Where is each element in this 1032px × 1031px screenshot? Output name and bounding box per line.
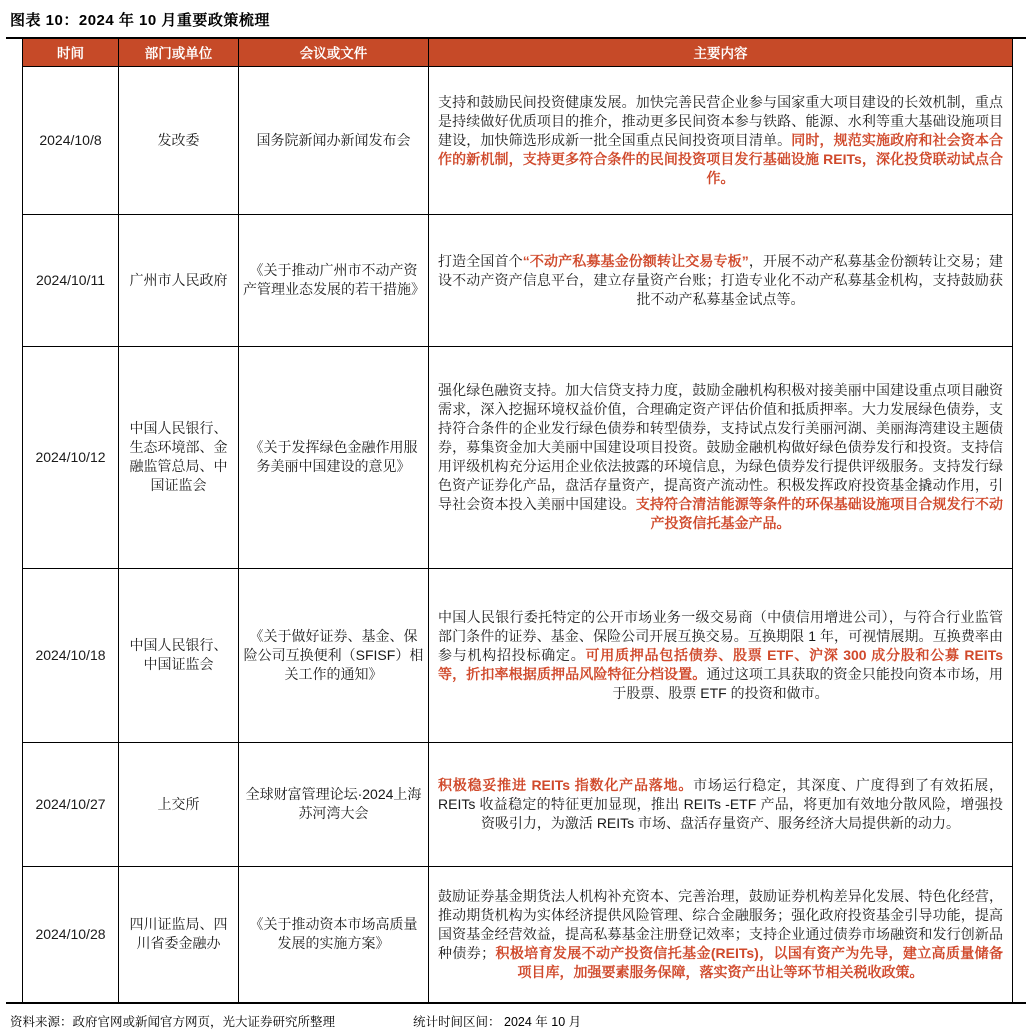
content-text: 支持和鼓励民间投资健康发展。加快完善民营企业参与国家重大项目建设的长效机制，重点是持续做好优质项目的推介，推动更多民间资本参与铁路、能源、水利等重大基础设施项目建设，加快筛选形成新一批全国重点民间投资项目清单。 [438, 93, 1003, 148]
date-cell: 2024/10/28 [23, 866, 119, 1002]
content-text: ，开展不动产私募基金份额转让交易；建设不动产资产信息平台，建立存量资产台账；打造专业化不动产私募基金机构，支持鼓励获批不动产私募基金试点等。 [438, 252, 1003, 307]
content-cell [429, 346, 1013, 568]
content-text: 强化绿色融资支持。加大信贷支持力度，鼓励金融机构积极对接美丽中国建设重点项目融资需求，深入挖掘环境权益价值，合理确定资产评估价值和抵质押率。大力发展绿色债券，支持符合条件的企业发行绿色债券和转型债券，支持试点发行美丽河湖、美丽海湾建设主题债券，募集资金加大美丽中国建设项目投资。鼓励金融机构做好绿色债券发行和投资。支持信用评级机构充分运用企业依法披露的环境信息，为绿色债券发行提供评级服务。支持发行绿色资产证券化产品，盘活存量资产，提高资产流动性。积极发挥政府投资基金撬动作用，引导社会资本投入美丽中国建设。 [438, 382, 1003, 512]
content-cell [429, 66, 1013, 214]
period-note: 统计时间区间： 2024 年 10 月 [413, 1015, 582, 1029]
content-highlight-text: 可用质押品包括债券、股票 ETF、沪深 300 成分股和公募 REITs 等，折扣率根据质押品风险特征分档设置。 [438, 646, 1007, 682]
table-row [23, 214, 1013, 346]
content-highlight-text: 支持符合清洁能源等条件的环保基础设施项目合规发行不动产投资信托基金产品。 [635, 496, 1004, 531]
content-text: 市场运行稳定，其深度、广度得到了有效拓展，REITs 收益稳定的特征更加显现，推出 REITs -ETF 产品，将更加有效地分散风险，增强投资吸引力，为激活 REITs 市场、盘活存量资产、服务经济大局提供新的动力。 [438, 776, 1004, 831]
column-header-2: 会议或文件 [239, 39, 429, 66]
content-highlight-text: “不动产私募基金份额转让交易专板” [522, 252, 749, 269]
table-row [23, 866, 1013, 1002]
department-cell: 中国人民银行、生态环境部、金融监管总局、中国证监会 [119, 346, 239, 568]
policy-table [22, 39, 1013, 1002]
table-row [23, 66, 1013, 214]
column-header-1: 部门或单位 [119, 39, 239, 66]
department-cell: 四川证监局、四川省委金融办 [119, 866, 239, 1002]
column-header-0: 时间 [23, 39, 119, 66]
table-row [23, 568, 1013, 742]
content-text: 鼓励证券基金期货法人机构补充资本、完善治理，鼓励证券机构差异化发展、特色化经营，推动期货机构为实体经济提供风险管理、综合金融服务；强化政府投资基金引导功能，提高国资基金经营效益，提高私募基金注册登记效率；支持企业通过债券市场融资和发行创新品种债券； [438, 887, 1003, 961]
content-text: 中国人民银行委托特定的公开市场业务一级交易商（中债信用增进公司），与符合行业监管部门条件的证券、基金、保险公司开展互换交易。互换期限 1 年，可视情展期。互换费率由参与机构招投标确定。 [438, 608, 1003, 663]
date-cell: 2024/10/11 [23, 214, 119, 346]
date-cell: 2024/10/27 [23, 742, 119, 866]
content-text: 通过这项工具获取的资金只能投向资本市场，用于股票、股票 ETF 的投资和做市。 [612, 665, 1004, 701]
content-cell [429, 568, 1013, 742]
column-header-3: 主要内容 [429, 39, 1013, 66]
department-cell: 发改委 [119, 66, 239, 214]
document-cell: 《关于推动广州市不动产资产管理业态发展的若干措施》 [239, 214, 429, 346]
document-cell: 《关于发挥绿色金融作用服务美丽中国建设的意见》 [239, 346, 429, 568]
content-cell [429, 866, 1013, 1002]
table-row [23, 742, 1013, 866]
content-cell [429, 742, 1013, 866]
content-text: 打造全国首个 [438, 252, 523, 269]
table-row [23, 346, 1013, 568]
footer [10, 1012, 1032, 1030]
department-cell: 广州市人民政府 [119, 214, 239, 346]
document-cell: 《关于做好证券、基金、保险公司互换便利（SFISF）相关工作的通知》 [239, 568, 429, 742]
date-cell: 2024/10/8 [23, 66, 119, 214]
content-cell [429, 214, 1013, 346]
department-cell: 上交所 [119, 742, 239, 866]
content-highlight-text: 同时，规范实施政府和社会资本合作的新机制，支持更多符合条件的民间投资项目发行基础设施 REITs，深化投贷联动试点合作。 [438, 131, 1004, 186]
table-header-row [23, 39, 1013, 66]
department-cell: 中国人民银行、中国证监会 [119, 568, 239, 742]
date-cell: 2024/10/12 [23, 346, 119, 568]
page-title: 图表 10：2024 年 10 月重要政策梳理 [10, 12, 270, 29]
content-highlight-text: 积极稳妥推进 REITs 指数化产品落地。 [438, 776, 694, 793]
document-cell: 国务院新闻办新闻发布会 [239, 66, 429, 214]
document-cell: 《关于推动资本市场高质量发展的实施方案》 [239, 866, 429, 1002]
content-highlight-text: 积极培育发展不动产投资信托基金(REITs)，以国有资产为先导，建立高质量储备项目库，加强要素服务保障，落实资产出让等环节相关税收政策。 [495, 944, 1003, 980]
date-cell: 2024/10/18 [23, 568, 119, 742]
document-cell: 全球财富管理论坛·2024上海苏河湾大会 [239, 742, 429, 866]
bottom-rule [6, 1002, 1026, 1004]
source-note: 资料来源：政府官网或新闻官方网页，光大证券研究所整理 [10, 1015, 336, 1029]
